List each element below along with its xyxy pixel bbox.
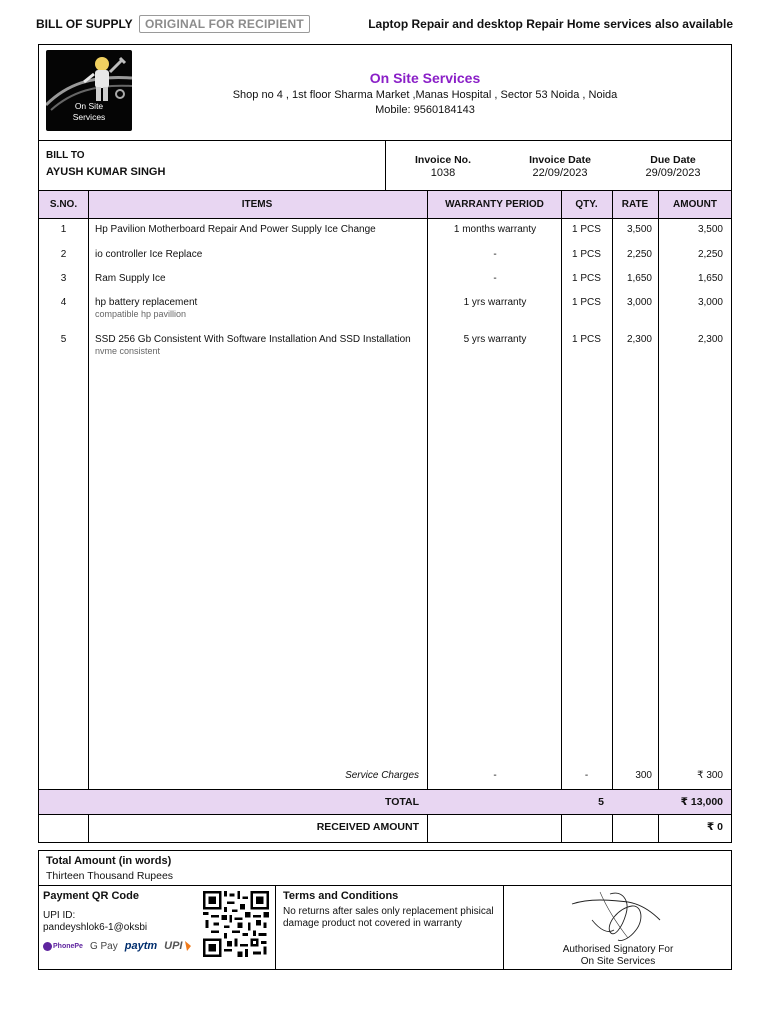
invoice-footer [38, 885, 732, 970]
document-top-bar [36, 15, 736, 37]
upi-label: UPI ID: [43, 910, 76, 921]
received-amount-value: ₹ 0 [706, 821, 723, 833]
service-charges-warranty: - [493, 770, 497, 781]
invoice-number-label: Invoice No. [414, 154, 471, 166]
row-sno: 4 [60, 297, 67, 308]
payment-qr-code-icon [202, 891, 270, 957]
column-divider [427, 191, 428, 842]
bill-to-label: BILL TO [46, 150, 85, 161]
row-warranty: 1 months warranty [453, 224, 537, 235]
service-charges-label: Service Charges [345, 770, 419, 781]
logo-text-line1: On Site [74, 101, 104, 111]
document-type: BILL OF SUPPLY [36, 17, 133, 31]
row-qty: 1 PCS [572, 224, 601, 235]
table-header [39, 191, 731, 219]
column-divider [88, 191, 89, 842]
row-rate: 2,250 [626, 249, 652, 260]
business-tagline: Laptop Repair and desktop Repair Home services also available [368, 17, 733, 31]
row-qty: 1 PCS [572, 334, 601, 345]
row-qty: 1 PCS [572, 249, 601, 260]
row-warranty: - [493, 273, 497, 284]
business-header [38, 44, 732, 141]
column-divider [612, 191, 613, 842]
row-amount: 1,650 [697, 273, 723, 284]
gpay-logo: G Pay [89, 940, 118, 952]
received-amount-label: RECEIVED AMOUNT [316, 821, 419, 833]
service-charges-rate: 300 [635, 770, 652, 781]
payment-app-logos [43, 939, 192, 953]
row-item-name: SSD 256 Gb Consistent With Software Installation And SSD Installation [95, 334, 411, 345]
payment-section [39, 886, 276, 969]
due-date [618, 154, 728, 179]
row-qty: 1 PCS [572, 297, 601, 308]
paytm-logo: paytm [124, 940, 158, 952]
business-address: Shop no 4 , 1st floor Sharma Market ,Manas Hospital , Sector 53 Noida , Noida [232, 89, 618, 101]
header-amount: AMOUNT [673, 199, 717, 210]
row-rate: 2,300 [626, 334, 652, 345]
row-amount: 2,250 [697, 249, 723, 260]
business-logo [46, 50, 132, 131]
items-table [38, 190, 732, 843]
row-sno: 1 [60, 224, 67, 235]
total-amount: ₹ 13,000 [680, 796, 723, 808]
upi-text: UPI [164, 940, 183, 952]
signatory-text [504, 944, 732, 968]
row-sno: 2 [60, 249, 67, 260]
row-rate: 1,650 [626, 273, 652, 284]
row-warranty: 1 yrs warranty [463, 297, 527, 308]
amount-in-words-label: Total Amount (in words) [46, 855, 172, 867]
row-item-name: hp battery replacement [95, 297, 198, 308]
upi-logo [164, 940, 191, 952]
logo-text-line2: Services [72, 112, 106, 122]
upi-arrow-icon [184, 941, 192, 951]
upi-id: pandeyshlok6-1@oksbi [43, 922, 148, 933]
signatory-line2: On Site Services [580, 956, 656, 967]
terms-section [276, 886, 504, 969]
due-date-value: 29/09/2023 [645, 167, 701, 179]
service-charges-qty: - [584, 770, 589, 781]
signature-image [570, 890, 666, 946]
invoice-number [388, 154, 498, 179]
column-divider [561, 191, 562, 842]
invoice-date [505, 154, 615, 179]
phonepe-text: PhonePe [53, 942, 83, 950]
header-rate: RATE [621, 199, 649, 210]
row-item [95, 273, 425, 284]
due-date-label: Due Date [650, 154, 696, 166]
row-item [95, 249, 425, 260]
row-warranty: 5 yrs warranty [463, 334, 527, 345]
total-label: TOTAL [384, 796, 419, 808]
logo-text [46, 101, 132, 123]
row-amount: 2,300 [697, 334, 723, 345]
row-warranty: - [493, 249, 497, 260]
invoice-date-label: Invoice Date [529, 154, 591, 166]
invoice-number-value: 1038 [430, 167, 456, 179]
row-item-name: io controller Ice Replace [95, 249, 203, 260]
customer-name: AYUSH KUMAR SINGH [46, 166, 166, 178]
received-amount-row [39, 815, 731, 843]
terms-title: Terms and Conditions [283, 890, 399, 902]
row-rate: 3,500 [626, 224, 652, 235]
billing-details [38, 140, 732, 191]
total-qty: 5 [598, 796, 604, 808]
row-rate: 3,000 [626, 297, 652, 308]
header-items: ITEMS [241, 199, 273, 210]
row-qty: 1 PCS [572, 273, 601, 284]
row-item-name: Ram Supply Ice [95, 273, 166, 284]
header-warranty: WARRANTY PERIOD [445, 199, 544, 210]
bill-to-section [39, 141, 386, 190]
row-sno: 5 [60, 334, 67, 345]
header-sno: S.NO. [49, 199, 78, 210]
total-row [39, 789, 731, 815]
row-amount: 3,000 [697, 297, 723, 308]
phonepe-logo [43, 942, 83, 951]
row-item-name: Hp Pavilion Motherboard Repair And Power Supply Ice Change [95, 224, 376, 235]
row-item-description: compatible hp pavillion [95, 309, 187, 319]
invoice-date-value: 22/09/2023 [532, 167, 588, 179]
row-item [95, 334, 425, 356]
signature-section [504, 886, 732, 969]
row-sno: 3 [60, 273, 67, 284]
phonepe-icon [43, 942, 52, 951]
amount-in-words-value: Thirteen Thousand Rupees [46, 870, 174, 882]
column-divider [658, 191, 659, 842]
service-charges-amount: ₹ 300 [697, 770, 723, 781]
copy-badge: ORIGINAL FOR RECIPIENT [139, 15, 310, 33]
row-amount: 3,500 [697, 224, 723, 235]
row-item [95, 297, 425, 319]
payment-title: Payment QR Code [43, 890, 139, 902]
business-name: On Site Services [369, 70, 481, 86]
signatory-line1: Authorised Signatory For [562, 944, 674, 955]
terms-body: No returns after sales only replacement phisical damage product not covered in warranty [283, 906, 494, 929]
header-qty: QTY. [575, 199, 598, 210]
business-mobile: Mobile: 9560184143 [375, 104, 475, 116]
row-item-description: nvme consistent [95, 346, 161, 356]
amount-in-words [38, 850, 732, 886]
row-item [95, 224, 425, 235]
